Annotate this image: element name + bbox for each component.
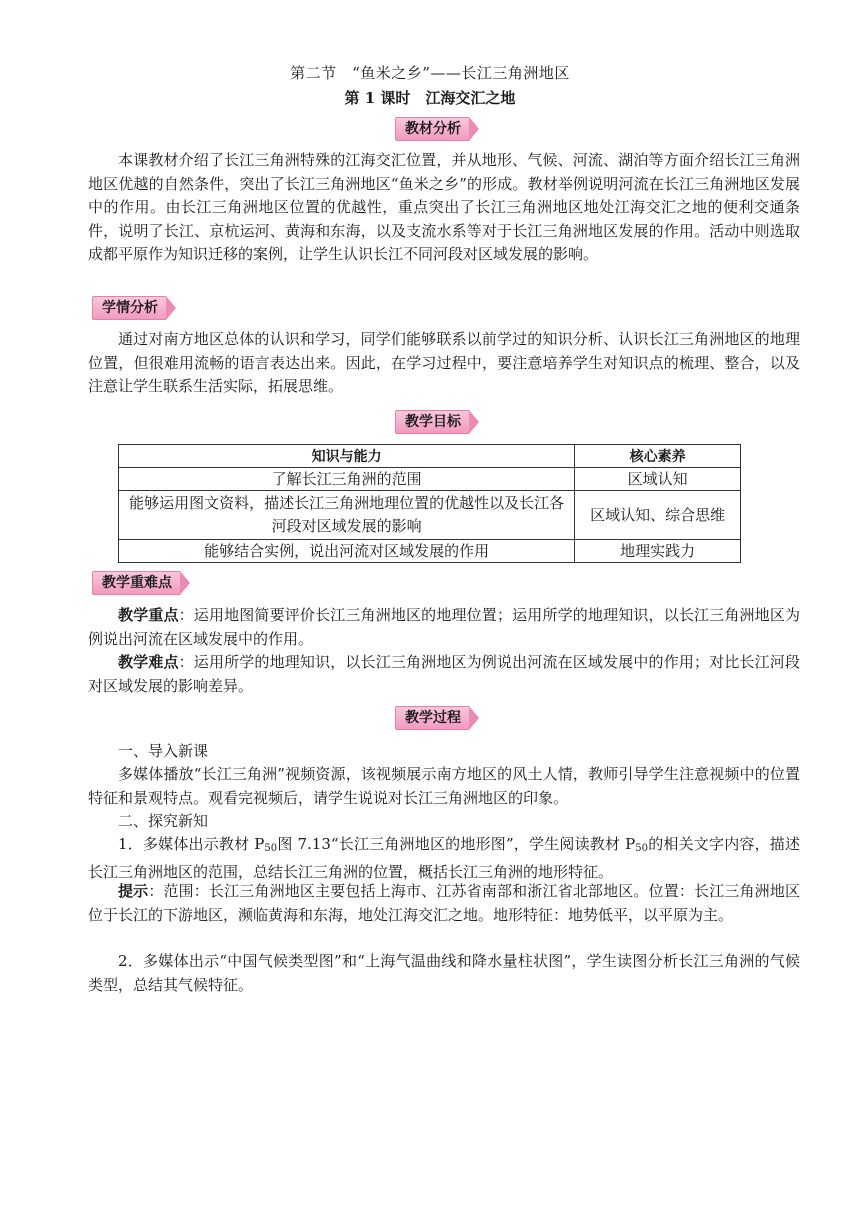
table-cell: 区域认知 xyxy=(575,468,741,491)
tag-arrow-icon xyxy=(469,117,479,141)
tag-label: 教学过程 xyxy=(395,706,469,730)
difficulty-text: ：运用所学的地理知识，以长江三角洲地区为例说出河流在区域发展中的作用；对比长江河段对区域发展的影响差异。 xyxy=(88,653,800,695)
tag-label: 教材分析 xyxy=(395,117,469,141)
learner-analysis-text: 通过对南方地区总体的认识和学习，同学们能够联系以前学过的知识分析、认识长江三角洲地区的地理位置，但很难用流畅的语言表达出来。因此，在学习过程中，要注意培养学生对知识点的梳理、整合，以及注意让学生联系生活实际，拓展思维。 xyxy=(88,330,800,395)
table-cell: 能够运用图文资料，描述长江三角洲地理位置的优越性以及长江各河段对区域发展的影响 xyxy=(119,491,575,540)
process-heading-intro: 一、导入新课 xyxy=(118,742,209,760)
key-point-paragraph xyxy=(88,604,800,651)
process-item-2: 2．多媒体出示“中国气候类型图”和“上海气温曲线和降水量柱状图”，学生读图分析长江三角洲的气候类型，总结其气候特征。 xyxy=(88,952,800,994)
table-header-cell: 核心素养 xyxy=(575,445,741,468)
tag-arrow-icon xyxy=(469,706,479,730)
lesson-title: 第 1 课时 江海交汇之地 xyxy=(344,89,516,107)
table-cell: 了解长江三角洲的范围 xyxy=(119,468,575,491)
table-header-cell: 知识与能力 xyxy=(119,445,575,468)
item-text: 1．多媒体出示教材 P xyxy=(118,835,265,853)
table-cell: 地理实践力 xyxy=(575,540,741,563)
item-text: 的相关文字内容，描述长江三角洲地区的范围，总结长江三角洲的位置，概括长江三角洲的地形特征。 xyxy=(88,835,800,881)
item-text: 图 7.13“长江三角洲地区的地形图”，学生阅读教材 P xyxy=(277,835,636,853)
goals-table xyxy=(118,444,741,563)
table-row xyxy=(119,540,741,563)
table-row xyxy=(119,468,741,491)
tag-material-analysis xyxy=(395,118,479,140)
key-point-label: 教学重点 xyxy=(118,606,179,624)
table-cell: 能够结合实例，说出河流对区域发展的作用 xyxy=(119,540,575,563)
tag-label: 学情分析 xyxy=(92,296,166,320)
tag-label: 教学目标 xyxy=(395,410,469,434)
tag-key-points xyxy=(92,572,190,594)
hint-label: 提示 xyxy=(118,882,149,900)
key-point-text: ：运用地图简要评价长江三角洲地区的地理位置；运用所学的地理知识，以长江三角洲地区为例说出河流在区域发展中的作用。 xyxy=(88,606,800,648)
section-title: 第二节 “鱼米之乡”——长江三角洲地区 xyxy=(290,64,570,82)
tag-arrow-icon xyxy=(469,410,479,434)
process-intro-text: 多媒体播放“长江三角洲”视频资源，该视频展示南方地区的风土人情，教师引导学生注意视频中的位置特征和景观特点。观看完视频后，请学生说说对长江三角洲地区的印象。 xyxy=(88,765,800,807)
hint-paragraph xyxy=(88,880,800,927)
tag-learner-analysis xyxy=(92,297,176,319)
process-item-1 xyxy=(88,833,800,884)
difficulty-label: 教学难点 xyxy=(118,653,179,671)
material-analysis-text: 本课教材介绍了长江三角洲特殊的江海交汇位置，并从地形、气候、河流、湖泊等方面介绍长江三角洲地区优越的自然条件，突出了长江三角洲地区“鱼米之乡”的形成。教材举例说明河流在长江三角洲地区发展中的作用。由长江三角洲地区位置的优越性，重点突出了长江三角洲地区地处江海交汇之地的便利交通条件，说明了长江、京杭运河、黄海和东海，以及支流水系等对于长江三角洲地区发展的作用。活动中则选取成都平原作为知识迁移的案例，让学生认识长江不同河段对区域发展的影响。 xyxy=(88,151,800,263)
hint-text: ：范围：长江三角洲地区主要包括上海市、江苏省南部和浙江省北部地区。位置：长江三角洲地区位于长江的下游地区，濒临黄海和东海，地处江海交汇之地。地形特征：地势低平，以平原为主。 xyxy=(88,882,800,924)
difficulty-paragraph xyxy=(88,651,800,698)
table-cell: 区域认知、综合思维 xyxy=(575,491,741,540)
tag-label: 教学重难点 xyxy=(92,571,180,595)
tag-teaching-process xyxy=(395,707,479,729)
tag-teaching-goals xyxy=(395,411,479,433)
page-subscript: 50 xyxy=(635,843,648,854)
page-subscript: 50 xyxy=(264,843,278,854)
tag-arrow-icon xyxy=(166,296,176,320)
table-row xyxy=(119,491,741,540)
table-header-row xyxy=(119,445,741,468)
tag-arrow-icon xyxy=(180,571,190,595)
process-heading-explore: 二、探究新知 xyxy=(118,812,209,830)
